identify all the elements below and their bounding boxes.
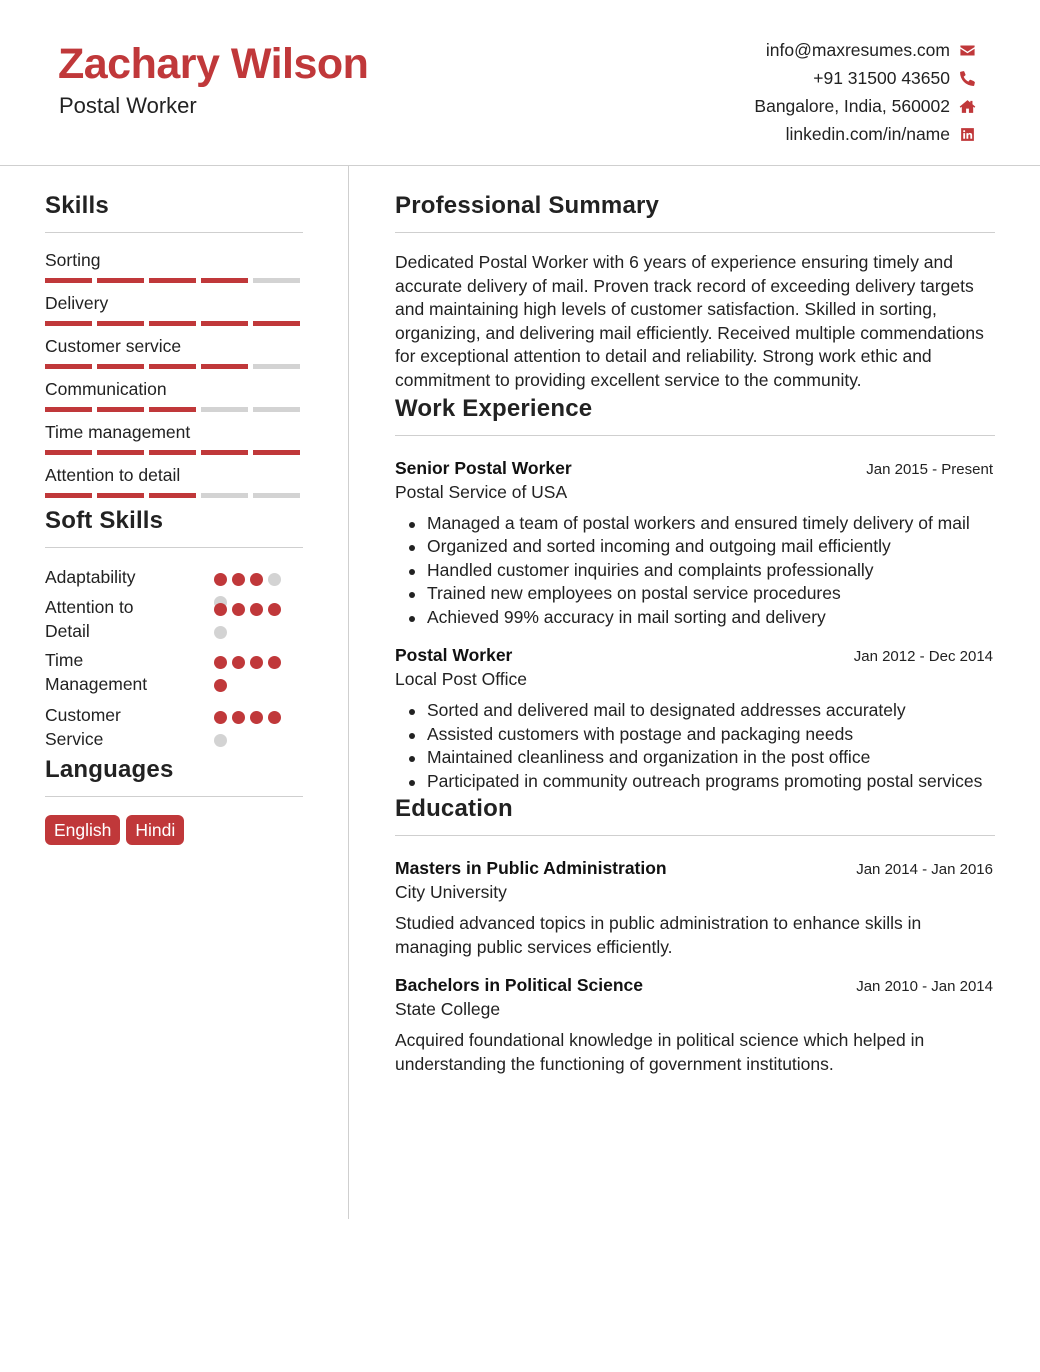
soft-skill-dots [214,649,303,702]
contact-linkedin-text: linkedin.com/in/name [785,123,950,144]
resume-header [0,0,1040,166]
contact-address [754,92,976,120]
job-organization: Postal Service of USA [395,481,568,502]
skill-label: Sorting [45,250,101,270]
skill-item [45,292,303,335]
soft-skill-dot [232,603,245,616]
soft-skill-label: Attention to Detail [45,597,134,641]
summary-title: Professional Summary [395,190,995,233]
soft-skill-dot [250,573,263,586]
skill-level-segment [97,278,144,283]
job-title: Postal Worker [395,645,513,666]
skill-level-bar [45,364,303,369]
candidate-name: Zachary Wilson [58,40,369,88]
skill-level-segment [201,450,248,455]
soft-skill-label: Time Management [45,650,148,694]
skill-level-segment [45,278,92,283]
education-entry [395,856,995,959]
phone-icon [958,69,976,87]
soft-skill-dot [268,573,281,586]
job-bullet: Trained new employees on postal service procedures [395,582,995,606]
right-column [395,190,995,1076]
languages-title: Languages [45,754,303,797]
skill-level-segment [253,321,300,326]
skill-level-bar [45,321,303,326]
skill-level-segment [149,450,196,455]
soft-skill-dot [250,711,263,724]
soft-skill-dot [214,711,227,724]
skill-item [45,464,303,507]
candidate-role: Postal Worker [59,93,197,118]
skill-level-segment [253,493,300,498]
job-bullet: Achieved 99% accuracy in mail sorting and delivery [395,606,995,630]
languages-list [45,815,303,845]
skill-item [45,249,303,292]
education-dates: Jan 2014 - Jan 2016 [856,861,993,879]
skill-level-segment [97,450,144,455]
soft-skill-dot [250,656,263,669]
education-dates: Jan 2010 - Jan 2014 [856,978,993,996]
soft-skill-dot [214,573,227,586]
soft-skill-dot [214,603,227,616]
skill-level-segment [201,321,248,326]
skill-level-segment [97,364,144,369]
job-entry [395,456,995,630]
envelope-icon [958,41,976,59]
soft-skill-dot [214,626,227,639]
skill-level-segment [45,450,92,455]
soft-skill-item [45,566,303,596]
skill-level-segment [253,407,300,412]
skill-level-segment [253,450,300,455]
soft-skill-dots [214,596,303,649]
contact-phone[interactable] [754,64,976,92]
soft-skill-dot [214,679,227,692]
soft-skill-dot [268,603,281,616]
skill-label: Time management [45,422,191,442]
soft-skill-item [45,649,303,704]
job-dates: Jan 2015 - Present [866,460,993,478]
skill-item [45,378,303,421]
soft-skill-dot [232,656,245,669]
column-divider [348,166,349,1219]
job-bullets [395,512,995,630]
job-title: Senior Postal Worker [395,457,572,478]
soft-skill-dot [232,711,245,724]
institution-name: City University [395,882,507,903]
job-dates: Jan 2012 - Dec 2014 [853,648,993,666]
skill-level-segment [149,364,196,369]
job-bullet: Maintained cleanliness and organization in the post office [395,746,995,770]
contact-email-text: info@maxresumes.com [765,39,950,60]
skill-level-bar [45,278,303,283]
skill-label: Customer service [45,336,182,356]
skill-level-segment [97,493,144,498]
soft-skills-title: Soft Skills [45,505,303,548]
contact-list [754,36,976,148]
job-bullets [395,699,995,793]
soft-skill-dot [250,603,263,616]
skill-level-segment [201,364,248,369]
soft-skill-dot [268,656,281,669]
skill-level-bar [45,493,303,498]
skill-item [45,335,303,378]
soft-skill-label: Adaptability [45,567,136,587]
skill-label: Delivery [45,293,109,313]
job-bullet: Organized and sorted incoming and outgoing mail efficiently [395,535,995,559]
summary-text: Dedicated Postal Worker with 6 years of experience ensuring timely and accurate delivery of mail. Proven track record of exceeding delivery targets and maintaining high levels of customer satisfaction. Skilled in sorting, organizing, and delivering mail efficiently. Received multiple commendations for exceptional attention to detail and reliability. Strong work ethic and commitment to providing excellent service to the community. [395,252,984,390]
skill-level-segment [149,321,196,326]
degree-title: Bachelors in Political Science [395,975,644,996]
education-title: Education [395,793,995,836]
skill-level-bar [45,450,303,455]
soft-skill-dots [214,704,303,757]
linkedin-icon [958,125,976,143]
degree-title: Masters in Public Administration [395,858,667,879]
skill-level-segment [149,278,196,283]
contact-email[interactable] [754,36,976,64]
skill-level-segment [253,278,300,283]
skill-level-segment [45,321,92,326]
skill-level-segment [201,278,248,283]
language-badge: Hindi [126,815,184,845]
soft-skill-dot [214,656,227,669]
contact-linkedin[interactable] [754,120,976,148]
skills-list [45,249,303,507]
skill-level-segment [149,493,196,498]
skill-level-segment [97,407,144,412]
home-icon [958,97,976,115]
soft-skill-dot [214,734,227,747]
skill-level-segment [253,364,300,369]
left-column [45,190,303,845]
skill-level-segment [45,364,92,369]
skill-level-segment [97,321,144,326]
job-bullet: Assisted customers with postage and packaging needs [395,723,995,747]
skill-item [45,421,303,464]
job-bullet: Managed a team of postal workers and ensured timely delivery of mail [395,512,995,536]
experience-title: Work Experience [395,393,995,436]
soft-skills-list [45,566,303,754]
education-entry [395,973,995,1076]
soft-skill-item [45,704,303,754]
soft-skill-dot [268,711,281,724]
job-bullet: Participated in community outreach programs promoting postal services [395,770,995,794]
skill-level-segment [45,407,92,412]
contact-address-text: Bangalore, India, 560002 [754,95,950,116]
contact-phone-text: +91 31500 43650 [813,67,950,88]
language-badge: English [45,815,120,845]
skill-label: Communication [45,379,167,399]
skill-label: Attention to detail [45,465,181,485]
job-bullet: Sorted and delivered mail to designated addresses accurately [395,699,995,723]
institution-name: State College [395,999,501,1020]
soft-skill-item [45,596,303,649]
soft-skill-dot [232,573,245,586]
job-bullet: Handled customer inquiries and complaints professionally [395,559,995,583]
skill-level-segment [149,407,196,412]
job-organization: Local Post Office [395,669,527,690]
skills-title: Skills [45,190,303,233]
skill-level-bar [45,407,303,412]
job-entry [395,643,995,793]
skill-level-segment [45,493,92,498]
skill-level-segment [201,493,248,498]
education-description: Studied advanced topics in public administration to enhance skills in managing public services efficiently. [395,913,922,957]
soft-skill-label: Customer Service [45,705,121,749]
education-description: Acquired foundational knowledge in political science which helped in understanding the functioning of government institutions. [395,1030,925,1074]
skill-level-segment [201,407,248,412]
